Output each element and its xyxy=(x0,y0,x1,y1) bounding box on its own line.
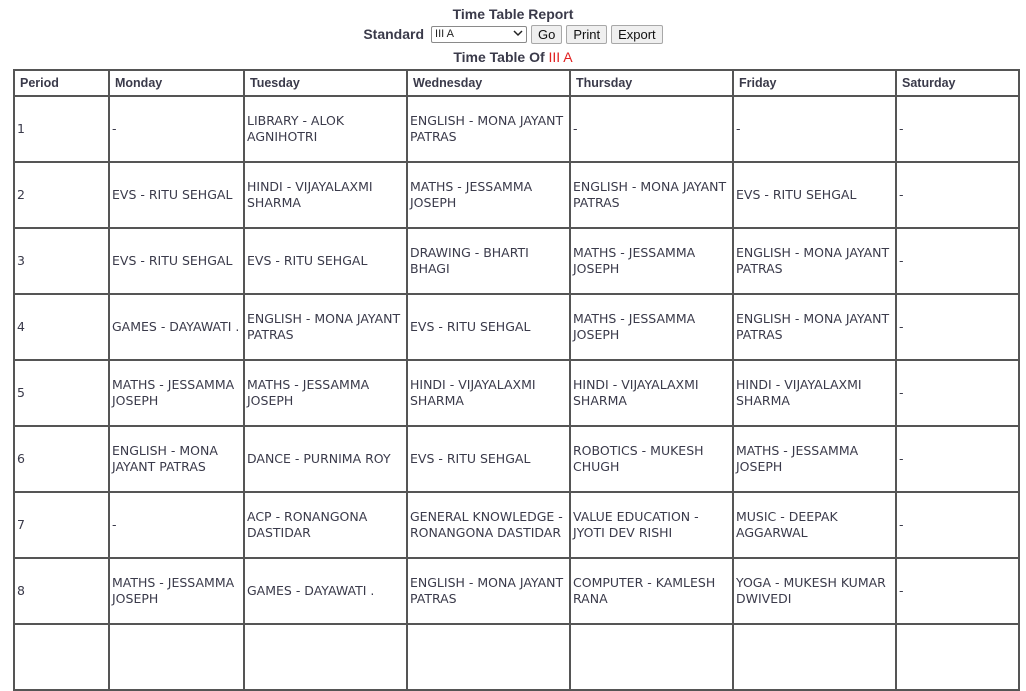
table-cell: 5 xyxy=(14,360,109,426)
table-cell: - xyxy=(109,492,244,558)
table-cell: 2 xyxy=(14,162,109,228)
column-header: Monday xyxy=(109,70,244,96)
table-cell: - xyxy=(109,96,244,162)
class-name: III A xyxy=(548,49,573,65)
table-cell: MATHS - JESSAMMA JOSEPH xyxy=(570,294,733,360)
table-cell xyxy=(896,624,1019,690)
table-cell xyxy=(570,624,733,690)
table-cell: - xyxy=(733,96,896,162)
table-cell: MATHS - JESSAMMA JOSEPH xyxy=(733,426,896,492)
chevron-down-icon xyxy=(513,28,523,40)
table-cell: EVS - RITU SEHGAL xyxy=(407,426,570,492)
table-cell xyxy=(733,624,896,690)
report-header xyxy=(0,5,1026,66)
table-cell: DANCE - PURNIMA ROY xyxy=(244,426,407,492)
table-cell: - xyxy=(896,360,1019,426)
standard-controls xyxy=(0,23,1026,45)
table-cell: ENGLISH - MONA JAYANT PATRAS xyxy=(109,426,244,492)
table-row xyxy=(14,558,1019,624)
column-header: Period xyxy=(14,70,109,96)
table-cell: ROBOTICS - MUKESH CHUGH xyxy=(570,426,733,492)
standard-select-value: III A xyxy=(435,28,454,40)
column-header: Thursday xyxy=(570,70,733,96)
table-cell: HINDI - VIJAYALAXMI SHARMA xyxy=(244,162,407,228)
export-button[interactable]: Export xyxy=(611,25,663,44)
table-cell: EVS - RITU SEHGAL xyxy=(109,162,244,228)
table-cell: 6 xyxy=(14,426,109,492)
table-cell: HINDI - VIJAYALAXMI SHARMA xyxy=(570,360,733,426)
table-cell: MATHS - JESSAMMA JOSEPH xyxy=(570,228,733,294)
table-cell xyxy=(244,624,407,690)
table-cell: - xyxy=(896,558,1019,624)
table-cell: GAMES - DAYAWATI . xyxy=(244,558,407,624)
timetable-of-heading xyxy=(0,48,1026,66)
table-cell: ENGLISH - MONA JAYANT PATRAS xyxy=(407,558,570,624)
table-cell: - xyxy=(896,492,1019,558)
table-cell: EVS - RITU SEHGAL xyxy=(109,228,244,294)
table-cell: - xyxy=(896,294,1019,360)
table-cell: - xyxy=(570,96,733,162)
table-row xyxy=(14,294,1019,360)
table-cell: - xyxy=(896,96,1019,162)
table-cell: MATHS - JESSAMMA JOSEPH xyxy=(109,360,244,426)
table-row xyxy=(14,162,1019,228)
table-cell: 3 xyxy=(14,228,109,294)
table-cell: - xyxy=(896,228,1019,294)
table-row xyxy=(14,360,1019,426)
table-cell: ENGLISH - MONA JAYANT PATRAS xyxy=(733,294,896,360)
table-row xyxy=(14,228,1019,294)
table-cell: MATHS - JESSAMMA JOSEPH xyxy=(109,558,244,624)
column-header: Saturday xyxy=(896,70,1019,96)
table-row xyxy=(14,624,1019,690)
table-cell: ENGLISH - MONA JAYANT PATRAS xyxy=(244,294,407,360)
column-header: Friday xyxy=(733,70,896,96)
table-cell: GENERAL KNOWLEDGE - RONANGONA DASTIDAR xyxy=(407,492,570,558)
standard-select[interactable] xyxy=(431,26,527,43)
table-cell: GAMES - DAYAWATI . xyxy=(109,294,244,360)
table-cell: 7 xyxy=(14,492,109,558)
table-cell: ENGLISH - MONA JAYANT PATRAS xyxy=(407,96,570,162)
table-cell: EVS - RITU SEHGAL xyxy=(244,228,407,294)
timetable xyxy=(13,69,1020,691)
page-title: Time Table Report xyxy=(452,6,574,22)
table-row xyxy=(14,426,1019,492)
table-cell: ENGLISH - MONA JAYANT PATRAS xyxy=(570,162,733,228)
standard-label: Standard xyxy=(363,26,425,42)
table-cell: EVS - RITU SEHGAL xyxy=(733,162,896,228)
table-cell: DRAWING - BHARTI BHAGI xyxy=(407,228,570,294)
table-cell: COMPUTER - KAMLESH RANA xyxy=(570,558,733,624)
table-cell: - xyxy=(896,426,1019,492)
table-cell: 4 xyxy=(14,294,109,360)
table-cell: EVS - RITU SEHGAL xyxy=(407,294,570,360)
table-cell: HINDI - VIJAYALAXMI SHARMA xyxy=(733,360,896,426)
table-row xyxy=(14,96,1019,162)
table-cell: ENGLISH - MONA JAYANT PATRAS xyxy=(733,228,896,294)
table-cell: VALUE EDUCATION - JYOTI DEV RISHI xyxy=(570,492,733,558)
table-row xyxy=(14,492,1019,558)
table-cell: 8 xyxy=(14,558,109,624)
column-header: Wednesday xyxy=(407,70,570,96)
print-button[interactable]: Print xyxy=(566,25,607,44)
table-cell: HINDI - VIJAYALAXMI SHARMA xyxy=(407,360,570,426)
table-cell: LIBRARY - ALOK AGNIHOTRI xyxy=(244,96,407,162)
table-cell: ACP - RONANGONA DASTIDAR xyxy=(244,492,407,558)
table-cell: 1 xyxy=(14,96,109,162)
column-header: Tuesday xyxy=(244,70,407,96)
table-cell xyxy=(109,624,244,690)
table-cell: - xyxy=(896,162,1019,228)
table-cell: YOGA - MUKESH KUMAR DWIVEDI xyxy=(733,558,896,624)
table-cell: MUSIC - DEEPAK AGGARWAL xyxy=(733,492,896,558)
table-header-row xyxy=(14,70,1019,96)
timetable-of-label: Time Table Of xyxy=(453,49,545,65)
table-cell xyxy=(407,624,570,690)
table-cell xyxy=(14,624,109,690)
table-cell: MATHS - JESSAMMA JOSEPH xyxy=(407,162,570,228)
table-cell: MATHS - JESSAMMA JOSEPH xyxy=(244,360,407,426)
go-button[interactable]: Go xyxy=(531,25,562,44)
